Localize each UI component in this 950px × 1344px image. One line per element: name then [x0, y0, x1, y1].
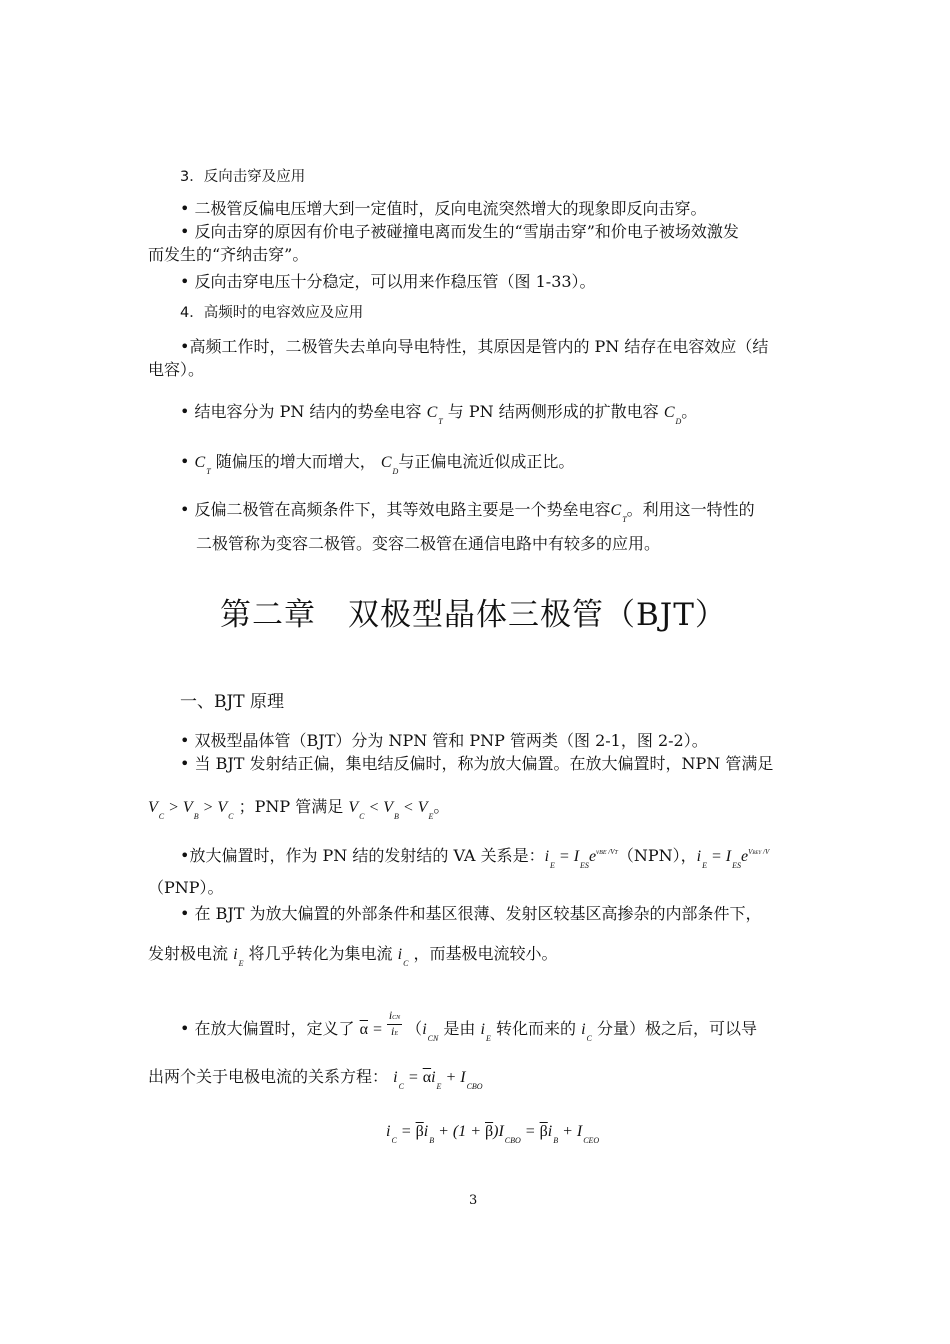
- math-ie: $i_E$: [480, 1021, 491, 1044]
- paragraph: • 反向击穿的原因有价电子被碰撞电离而发生的“雪崩击穿”和价电子被场效激发: [180, 222, 739, 241]
- paragraph: • 双极型晶体管（BJT）分为 NPN 管和 PNP 管两类（图 2-1，图 2-2）。: [180, 731, 708, 750]
- math-ic: $i_C$: [581, 1021, 592, 1044]
- paragraph: • 当 BJT 发射结正偏，集电结反偏时，称为放大偏置。在放大偏置时，NPN 管满足: [180, 754, 774, 773]
- math-cd: $C_D$: [663, 404, 682, 426]
- paragraph: • $C_T$ 随偏压的增大而增大， $C_D$与正偏电流近似成正比。: [180, 452, 575, 476]
- paragraph: （PNP）。: [148, 878, 224, 897]
- math-ie: $i_E$: [233, 946, 244, 968]
- math-icn: $i_{CN}$: [422, 1021, 439, 1044]
- math-pnp-condition: $V_C < V_B < V_E$: [348, 799, 434, 821]
- paragraph: 而发生的“齐纳击穿”。: [148, 245, 309, 264]
- math-ic: $i_C$: [397, 946, 409, 968]
- math-ct: $C_T$: [194, 454, 211, 476]
- math-npn-condition: $V_C > V_B > V_C$: [148, 799, 234, 821]
- paragraph: 二极管称为变容二极管。变容二极管在通信电路中有较多的应用。: [196, 534, 661, 553]
- paragraph: • 在 BJT 为放大偏置的外部条件和基区很薄、发射区较基区高掺杂的内部条件下，: [180, 904, 762, 923]
- paragraph: 发射极电流 $i_E$ 将几乎转化为集电流 $i_C$ ，而基极电流较小。: [148, 944, 558, 968]
- paragraph: •放大偏置时，作为 PN 结的发射结的 VA 关系是：$i_E = I_{ES}e^{vBE /VT}(NPN)$，$i_E = I_{ES}e^{VBEY /V}$: [180, 846, 770, 870]
- section-heading-bjt-principle: 一、BJT 原理: [180, 692, 285, 712]
- chapter-title: 第二章 双极型晶体三极管（BJT）: [220, 597, 727, 633]
- paragraph: • 二极管反偏电压增大到一定值时，反向电流突然增大的现象即反向击穿。: [180, 199, 707, 218]
- math-va-pnp: $i_E = I_{ES}e^{VBEY /V}$: [696, 848, 770, 870]
- math-ct: $C_T$: [610, 502, 627, 524]
- math-ct: $C_T$: [426, 404, 443, 426]
- paragraph: • 结电容分为 PN 结内的势垒电容 $C_T$ 与 PN 结两侧形成的扩散电容 $C_D$。: [180, 402, 698, 426]
- math-alpha-definition: $\overline{\alpha}$ = $\frac{\text{iCN}}{iE}$: [359, 1008, 401, 1039]
- math-equation-alpha: $i_C = \overline{\alpha}i_E + I_{CBO}$: [393, 1069, 483, 1091]
- section-heading-capacitance: 4．高频时的电容效应及应用: [180, 305, 364, 321]
- paragraph: 电容）。: [148, 360, 205, 379]
- page-number: 3: [469, 1193, 478, 1208]
- paragraph: • 在放大偏置时，定义了 $\overline{\alpha}$ = $\frac{\text{iCN}}{iE}$ （$i_{CN}$ 是由 $i_E$ 转化而来的 $i_C$ 分量）极之后，可以导: [180, 1008, 757, 1044]
- math-va-npn: $i_E = I_{ES}e^{vBE /VT}$: [544, 848, 618, 870]
- paragraph: 出两个关于电极电流的关系方程： $i_C = \overline{\alpha}i_E + I_{CBO}$: [148, 1067, 483, 1091]
- paragraph: $V_C > V_B > V_C$ ；PNP 管满足 $V_C < V_B < V_E$。: [148, 797, 450, 821]
- paragraph: •高频工作时，二极管失去单向导电特性，其原因是管内的 PN 结存在电容效应（结: [180, 337, 769, 356]
- paragraph: • 反向击穿电压十分稳定，可以用来作稳压管（图 1-33）。: [180, 272, 596, 291]
- paragraph: • 反偏二极管在高频条件下，其等效电路主要是一个势垒电容$C_T$。利用这一特性的: [180, 500, 755, 524]
- section-heading-reverse-breakdown: 3．反向击穿及应用: [180, 169, 306, 185]
- math-equation-beta: $i_C = \overline{\beta}i_B + (1 + \overline{\beta})I_{CBO} = \overline{\beta}i_B + I_{CEO}$: [386, 1123, 600, 1145]
- math-cd: $C_D$: [380, 454, 399, 476]
